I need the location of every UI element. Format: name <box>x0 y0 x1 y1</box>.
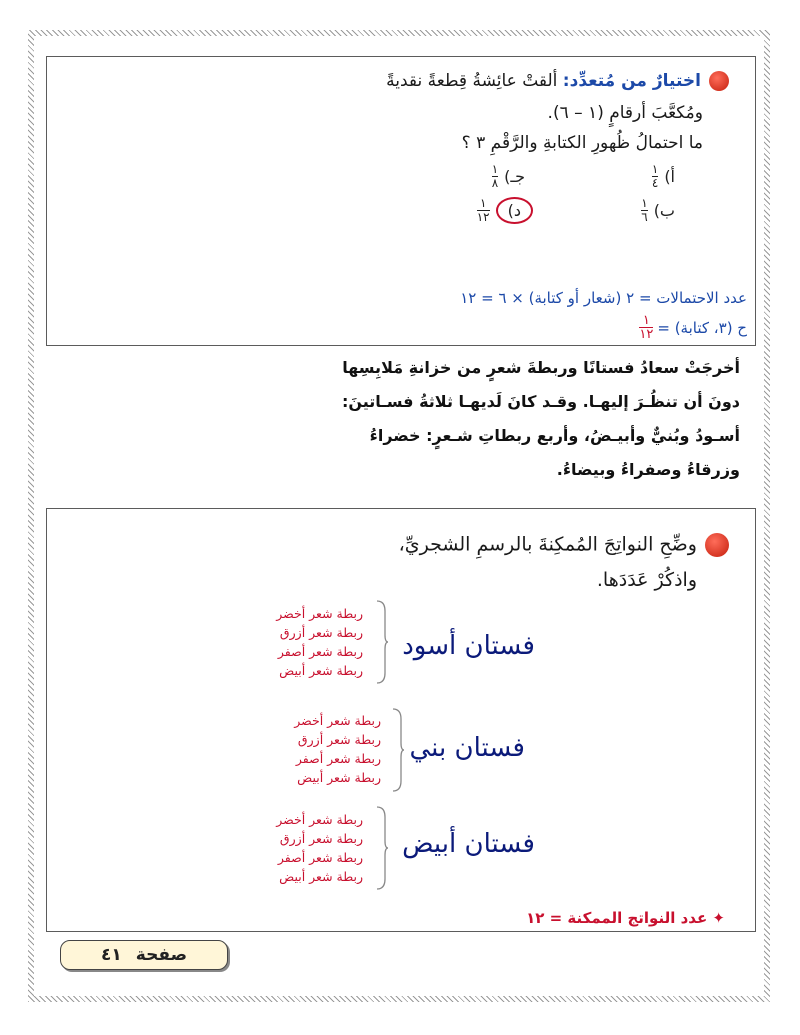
total-outcomes-text: عدد النواتج الممكنة = ١٢ <box>526 909 708 927</box>
question-number-marker-icon <box>709 71 729 91</box>
ribbon-item: ربطة شعر أبيض <box>279 663 363 678</box>
dress-brown: فستان بني <box>409 733 525 763</box>
ribbon-item: ربطة شعر أصفر <box>277 850 363 865</box>
page-number-badge <box>60 940 228 970</box>
option-letter: جـ) <box>504 167 525 186</box>
ribbon-item: ربطة شعر أبيض <box>297 770 381 785</box>
option-fraction: $\frac{١}{٤}$ <box>651 162 659 190</box>
narrative-line-4: وزرقاءُ وصفراءُ وبيضاءُ. <box>556 460 740 479</box>
brace-icon <box>375 599 389 685</box>
option-a[interactable] <box>652 163 675 190</box>
ribbon-item: ربطة شعر أزرق <box>297 732 381 747</box>
question-10-box <box>46 508 756 932</box>
option-fraction: $\frac{١}{٦}$ <box>641 196 648 224</box>
narrative-line-3: أسـودُ وبُنيٌّ وأبيـضُ، وأربع ربطاتِ شـعرٍ: خضراءُ <box>369 426 740 445</box>
narrative-line-1: أخرجَتْ سعادُ فستانًا وربطةَ شعرٍ من خزانةِ مَلابِسِها <box>342 358 740 377</box>
option-c[interactable] <box>492 163 525 190</box>
ribbon-list <box>294 711 381 787</box>
ribbon-item: ربطة شعر أزرق <box>279 831 363 846</box>
ribbon-item: ربطة شعر أصفر <box>295 751 381 766</box>
page-number: ٤١ <box>101 945 122 965</box>
solution-line-2: ح (٣، كتابة) = $\frac{١}{١٢}$ <box>639 313 747 342</box>
ribbon-item: ربطة شعر أخضر <box>294 713 381 728</box>
option-d[interactable] <box>477 197 533 224</box>
question-9-line3: ما احتمالُ ظُهورِ الكتابةِ والرَّقْمِ ٣ ؟ <box>461 133 703 153</box>
brace-icon <box>375 805 389 891</box>
option-fraction: $\frac{١}{٨}$ <box>491 162 499 190</box>
ribbon-list <box>276 810 363 886</box>
total-outcomes <box>526 909 725 927</box>
ribbon-item: ربطة شعر أزرق <box>279 625 363 640</box>
question-10-line2: واذكُرْ عَدَدَها. <box>596 569 697 591</box>
diamond-icon: ✦ <box>712 909 725 927</box>
ribbon-list <box>276 604 363 680</box>
question-number-marker-icon <box>705 533 729 557</box>
page-label: صفحة <box>135 945 187 965</box>
dress-white: فستان أبيض <box>402 829 535 859</box>
ribbon-item: ربطة شعر أخضر <box>276 606 363 621</box>
ribbon-item: ربطة شعر أخضر <box>276 812 363 827</box>
option-fraction: $\frac{١}{١٢}$ <box>476 196 490 224</box>
question-9-box <box>46 56 756 346</box>
question-text: ألقتْ عائِشةُ قِطعةً نقديةً <box>386 71 558 91</box>
selected-answer-circle: د) <box>496 197 533 224</box>
ribbon-item: ربطة شعر أبيض <box>279 869 363 884</box>
brace-icon <box>391 707 405 793</box>
question-10-line1: وضِّحِ النواتِجَ المُمكِنةَ بالرسمِ الشجريِّ، <box>399 533 729 557</box>
narrative-line-2: دونَ أن تنظُـرَ إليهـا. وقـد كانَ لَديهـا ثلاثةُ فسـاتينَ: <box>341 392 740 411</box>
solution-fraction: $\frac{١}{١٢}$ <box>639 313 654 342</box>
solution-line-1: عدد الاحتمالات = ٢ (شعار أو كتابة) × ٦ = ١٢ <box>460 289 747 307</box>
dress-black: فستان أسود <box>402 631 535 661</box>
question-type-label: اختيارٌ من مُتعدِّد: <box>562 71 701 91</box>
question-9-line2: ومُكعَّبَ أرقامٍ (١ – ٦). <box>547 103 703 123</box>
option-letter: أ) <box>664 167 675 186</box>
ribbon-item: ربطة شعر أصفر <box>277 644 363 659</box>
question-9-line1 <box>386 71 729 91</box>
option-b[interactable] <box>641 197 675 224</box>
option-letter: ب) <box>653 201 675 220</box>
